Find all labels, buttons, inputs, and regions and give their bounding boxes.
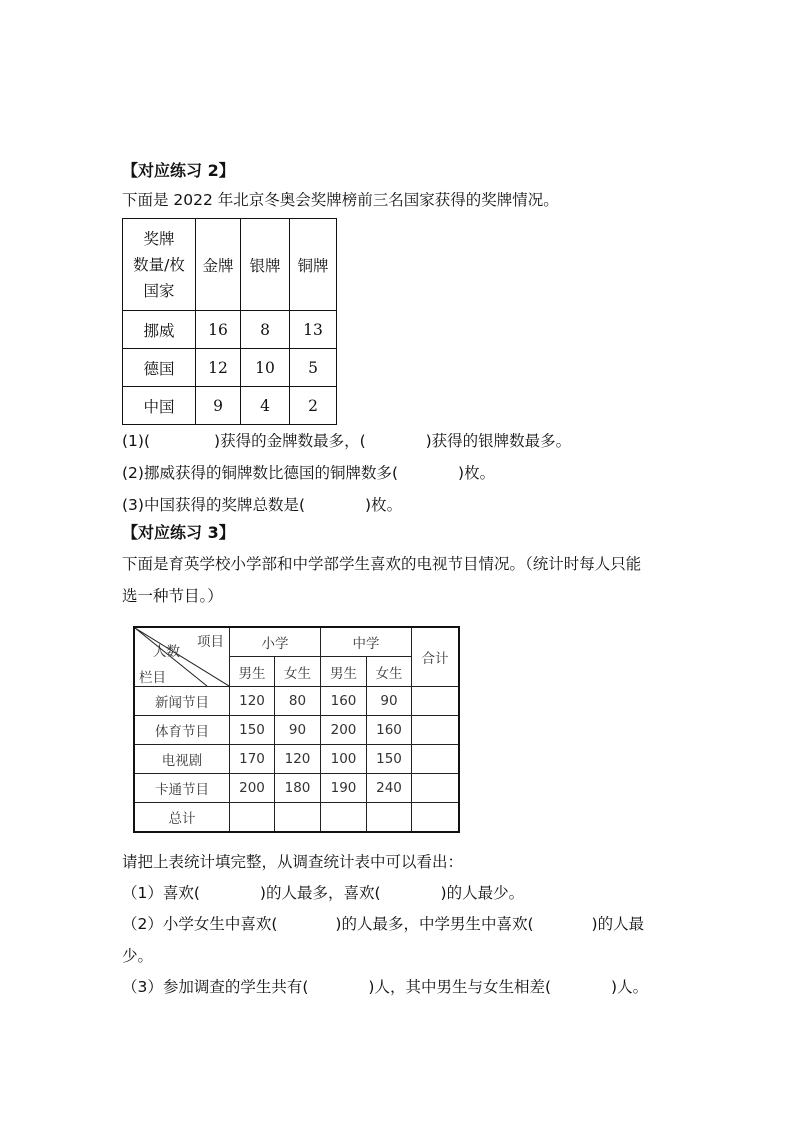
col-header-silver: 银牌 <box>241 219 290 311</box>
total-cell-blank[interactable] <box>412 774 460 803</box>
sub-col-middle-girls: 女生 <box>367 657 412 687</box>
exercise-2-intro: 下面是 2022 年北京冬奥会奖牌榜前三名国家获得的奖牌情况。 <box>122 191 559 209</box>
total-cell-blank[interactable] <box>412 687 460 716</box>
exercise-3-instruction: 请把上表统计填完整，从调查统计表中可以看出： <box>122 853 464 871</box>
group-middle-header: 中学 <box>321 627 412 657</box>
q1-part: )获得的金牌数最多，( <box>214 432 366 450</box>
total-cell-blank[interactable] <box>230 803 275 832</box>
cell-value: 4 <box>241 387 290 425</box>
q3-part: )枚。 <box>365 496 403 514</box>
cell-value: 2 <box>290 387 337 425</box>
tv-table-corner <box>134 627 230 687</box>
cell-value: 170 <box>230 745 275 774</box>
table-row <box>134 774 459 803</box>
q1-part: （1）喜欢( <box>122 884 200 902</box>
total-cell-blank[interactable] <box>275 803 321 832</box>
corner-project-label: 项目 <box>197 634 224 650</box>
exercise-3-heading: 【对应练习 3】 <box>122 523 235 542</box>
cell-value: 13 <box>290 311 337 349</box>
total-column-header: 合计 <box>412 627 460 687</box>
row-country: 德国 <box>123 349 196 387</box>
cell-value: 180 <box>275 774 321 803</box>
q1-part: )获得的银牌数最多。 <box>425 432 572 450</box>
table-row <box>123 349 337 387</box>
medal-table-corner <box>123 219 196 311</box>
corner-line-3: 国家 <box>143 281 175 300</box>
table-row <box>134 745 459 774</box>
cell-value: 5 <box>290 349 337 387</box>
tv-program-table <box>133 626 460 833</box>
col-header-gold: 金牌 <box>196 219 241 311</box>
q2-part: （2）小学女生中喜欢( <box>122 915 278 933</box>
cell-value: 160 <box>367 716 412 745</box>
cell-value: 120 <box>275 745 321 774</box>
row-total-label: 总计 <box>134 803 230 832</box>
exercise-2-question-2 <box>122 462 495 484</box>
medal-table <box>122 218 337 425</box>
q1-part: )的人最少。 <box>440 884 525 902</box>
corner-people-label: 人数 <box>153 644 180 660</box>
exercise-2-question-3 <box>122 494 402 516</box>
cell-value: 16 <box>196 311 241 349</box>
exercise-3-question-3 <box>122 976 648 998</box>
table-row <box>123 311 337 349</box>
col-header-bronze: 铜牌 <box>290 219 337 311</box>
exercise-2-heading: 【对应练习 2】 <box>122 161 235 180</box>
cell-value: 190 <box>321 774 367 803</box>
row-program-name: 卡通节目 <box>134 774 230 803</box>
cell-value: 80 <box>275 687 321 716</box>
cell-value: 120 <box>230 687 275 716</box>
q3-part: （3）参加调查的学生共有( <box>122 978 309 996</box>
q3-part: )人。 <box>611 978 649 996</box>
q2-part: )的人最多，中学男生中喜欢( <box>335 915 534 933</box>
cell-value: 150 <box>367 745 412 774</box>
total-cell-blank[interactable] <box>412 745 460 774</box>
row-country: 中国 <box>123 387 196 425</box>
exercise-3-question-2 <box>122 913 644 935</box>
exercise-3-intro-line-2: 选一种节目。） <box>122 587 223 605</box>
q2-part: (2)挪威获得的铜牌数比德国的铜牌数多( <box>122 464 399 482</box>
table-row <box>134 687 459 716</box>
exercise-3-question-2-wrap: 少。 <box>122 947 154 965</box>
group-primary-header: 小学 <box>230 627 321 657</box>
row-program-name: 新闻节目 <box>134 687 230 716</box>
row-country: 挪威 <box>123 311 196 349</box>
sub-col-primary-boys: 男生 <box>230 657 275 687</box>
q2-part: )的人最 <box>591 915 645 933</box>
cell-value: 9 <box>196 387 241 425</box>
row-program-name: 体育节目 <box>134 716 230 745</box>
exercise-3-question-1 <box>122 882 524 904</box>
cell-value: 240 <box>367 774 412 803</box>
corner-line-1: 奖牌 <box>143 229 175 248</box>
total-cell-blank[interactable] <box>412 716 460 745</box>
total-cell-blank[interactable] <box>412 803 460 832</box>
q1-part: (1)( <box>122 432 151 450</box>
cell-value: 10 <box>241 349 290 387</box>
q2-part: )枚。 <box>458 464 496 482</box>
corner-line-2: 数量/枚 <box>133 255 185 274</box>
cell-value: 90 <box>275 716 321 745</box>
total-cell-blank[interactable] <box>367 803 412 832</box>
table-row <box>123 387 337 425</box>
table-row <box>134 803 459 832</box>
q3-part: )人，其中男生与女生相差( <box>368 978 552 996</box>
corner-column-label: 栏目 <box>139 670 166 686</box>
row-program-name: 电视剧 <box>134 745 230 774</box>
sub-col-middle-boys: 男生 <box>321 657 367 687</box>
table-row <box>134 716 459 745</box>
cell-value: 150 <box>230 716 275 745</box>
cell-value: 12 <box>196 349 241 387</box>
cell-value: 8 <box>241 311 290 349</box>
cell-value: 100 <box>321 745 367 774</box>
exercise-2-question-1 <box>122 430 571 452</box>
cell-value: 200 <box>321 716 367 745</box>
cell-value: 200 <box>230 774 275 803</box>
total-cell-blank[interactable] <box>321 803 367 832</box>
cell-value: 90 <box>367 687 412 716</box>
cell-value: 160 <box>321 687 367 716</box>
q3-part: (3)中国获得的奖牌总数是( <box>122 496 306 514</box>
q1-part: )的人最多，喜欢( <box>259 884 381 902</box>
sub-col-primary-girls: 女生 <box>275 657 321 687</box>
exercise-3-intro-line-1: 下面是育英学校小学部和中学部学生喜欢的电视节目情况。（统计时每人只能 <box>122 555 642 573</box>
